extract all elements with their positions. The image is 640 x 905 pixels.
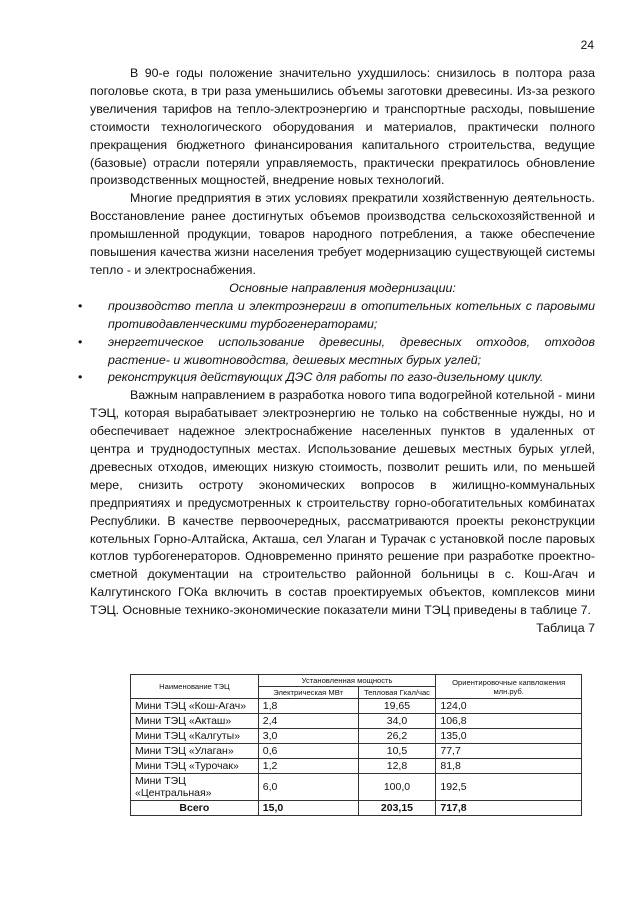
cell-name: Мини ТЭЦ «Турочак» — [131, 759, 259, 774]
cell-investment: 81,8 — [436, 759, 582, 774]
cell-electric: 2,4 — [258, 714, 358, 729]
list-heading: Основные направления модернизации: — [229, 280, 456, 295]
cell-thermal: 10,5 — [358, 744, 436, 759]
table-row — [131, 729, 582, 744]
table-row — [131, 759, 582, 774]
cell-name: Мини ТЭЦ «Калгуты» — [131, 729, 259, 744]
header-thermal: Тепловая Гкал/час — [358, 687, 436, 699]
cell-thermal: 100,0 — [358, 774, 436, 801]
cell-name: Мини ТЭЦ «Улаган» — [131, 744, 259, 759]
table-header-row — [131, 675, 582, 687]
table-row — [131, 744, 582, 759]
cell-electric: 6,0 — [258, 774, 358, 801]
cell-name: Мини ТЭЦ «Центральная» — [131, 774, 259, 801]
header-electric: Электрическая МВт — [258, 687, 358, 699]
list-item: • производство тепла и электроэнергии в отопительных котельных с паровыми противодавленческими турбогенераторами; — [90, 298, 595, 334]
cell-electric: 1,2 — [258, 759, 358, 774]
cell-thermal: 19,65 — [358, 699, 436, 714]
modernization-list — [90, 298, 595, 388]
cell-investment: 106,8 — [436, 714, 582, 729]
cell-name: Мини ТЭЦ «Акташ» — [131, 714, 259, 729]
cell-investment: 77,7 — [436, 744, 582, 759]
cell-investment: 135,0 — [436, 729, 582, 744]
table-row — [131, 699, 582, 714]
table-caption: Таблица 7 — [536, 621, 595, 636]
total-name: Всего — [131, 801, 259, 816]
cell-electric: 1,8 — [258, 699, 358, 714]
cell-thermal: 12,8 — [358, 759, 436, 774]
header-name: Наименование ТЭЦ — [131, 675, 259, 699]
cell-electric: 3,0 — [258, 729, 358, 744]
total-electric: 15,0 — [258, 801, 358, 816]
paragraph-1: В 90-е годы положение значительно ухудшилось: снизилось в полтора раза поголовье скота, в три раза уменьшились объемы заготовки древесины. Из-за резкого увеличения тарифов на тепло-электроэнергию и транспортные расходы, повышение стоимости технологического оборудования и материалов, практически полного прекращения бюджетного финансирования капитального строительства, ведущие (базовые) отрасли потеряли управляемость, практически прекратилось обновление производственных мощностей, внедрение новых технологий. — [90, 66, 595, 188]
table-total-row — [131, 801, 582, 816]
cell-investment: 124,0 — [436, 699, 582, 714]
table-row — [131, 774, 582, 801]
list-item: • энергетическое использование древесины, древесных отходов, отходов растение- и животноводства, дешевых местных бурых углей; — [90, 334, 595, 370]
paragraph-2: Многие предприятия в этих условиях прекратили хозяйственную деятельность. Восстановление ранее достигнутых объемов производства сельскохозяйственной и промышленной продукции, товаров народного потребления, а также обеспечение повышения качества жизни населения требует модернизацию существующей системы тепло - и электроснабжения. — [90, 191, 595, 277]
document-body — [90, 65, 595, 638]
cell-investment: 192,5 — [436, 774, 582, 801]
list-item: • реконструкция действующих ДЭС для работы по газо-дизельному циклу. — [90, 369, 595, 387]
page-number: 24 — [580, 38, 594, 52]
header-capacity: Установленная мощность — [258, 675, 436, 687]
total-investment: 717,8 — [436, 801, 582, 816]
paragraph-3: Важным направлением в разработка нового типа водогрейной котельной - мини ТЭЦ, которая вырабатывает электроэнергию не только на собственные нужды, но и обеспечивает надежное электроснабжение населенных пунктов в удаленных от центра и труднодоступных местах. Использование дешевых местных бурых углей, древесных отходов, имеющих низкую стоимость, позволит решить или, по меньшей мере, снизить остроту экономических вопросов в жилищно-коммунальных предприятиях и предусмотренных к строительству горно-обогатительных комбинатах Республики. В качестве первоочередных, рассматриваются проекты реконструкции котельных Горно-Алтайска, Акташа, сел Улаган и Турачак с установкой после паровых котлов турбогенераторов. Одновременно принято решение при разработке проектно-сметной документации на строительство районной больницы в с. Кош-Агач и Калгутинского ГОКа включить в состав проектируемых объектов, комплексов мини ТЭЦ. Основные технико-экономические показатели мини ТЭЦ приведены в таблице 7. — [90, 388, 595, 618]
cell-thermal: 26,2 — [358, 729, 436, 744]
cell-name: Мини ТЭЦ «Кош-Агач» — [131, 699, 259, 714]
cell-electric: 0,6 — [258, 744, 358, 759]
table-row — [131, 714, 582, 729]
tec-table — [130, 674, 582, 816]
header-investment: Ориентировочные капвложения млн.руб. — [436, 675, 582, 699]
cell-thermal: 34,0 — [358, 714, 436, 729]
total-thermal: 203,15 — [358, 801, 436, 816]
